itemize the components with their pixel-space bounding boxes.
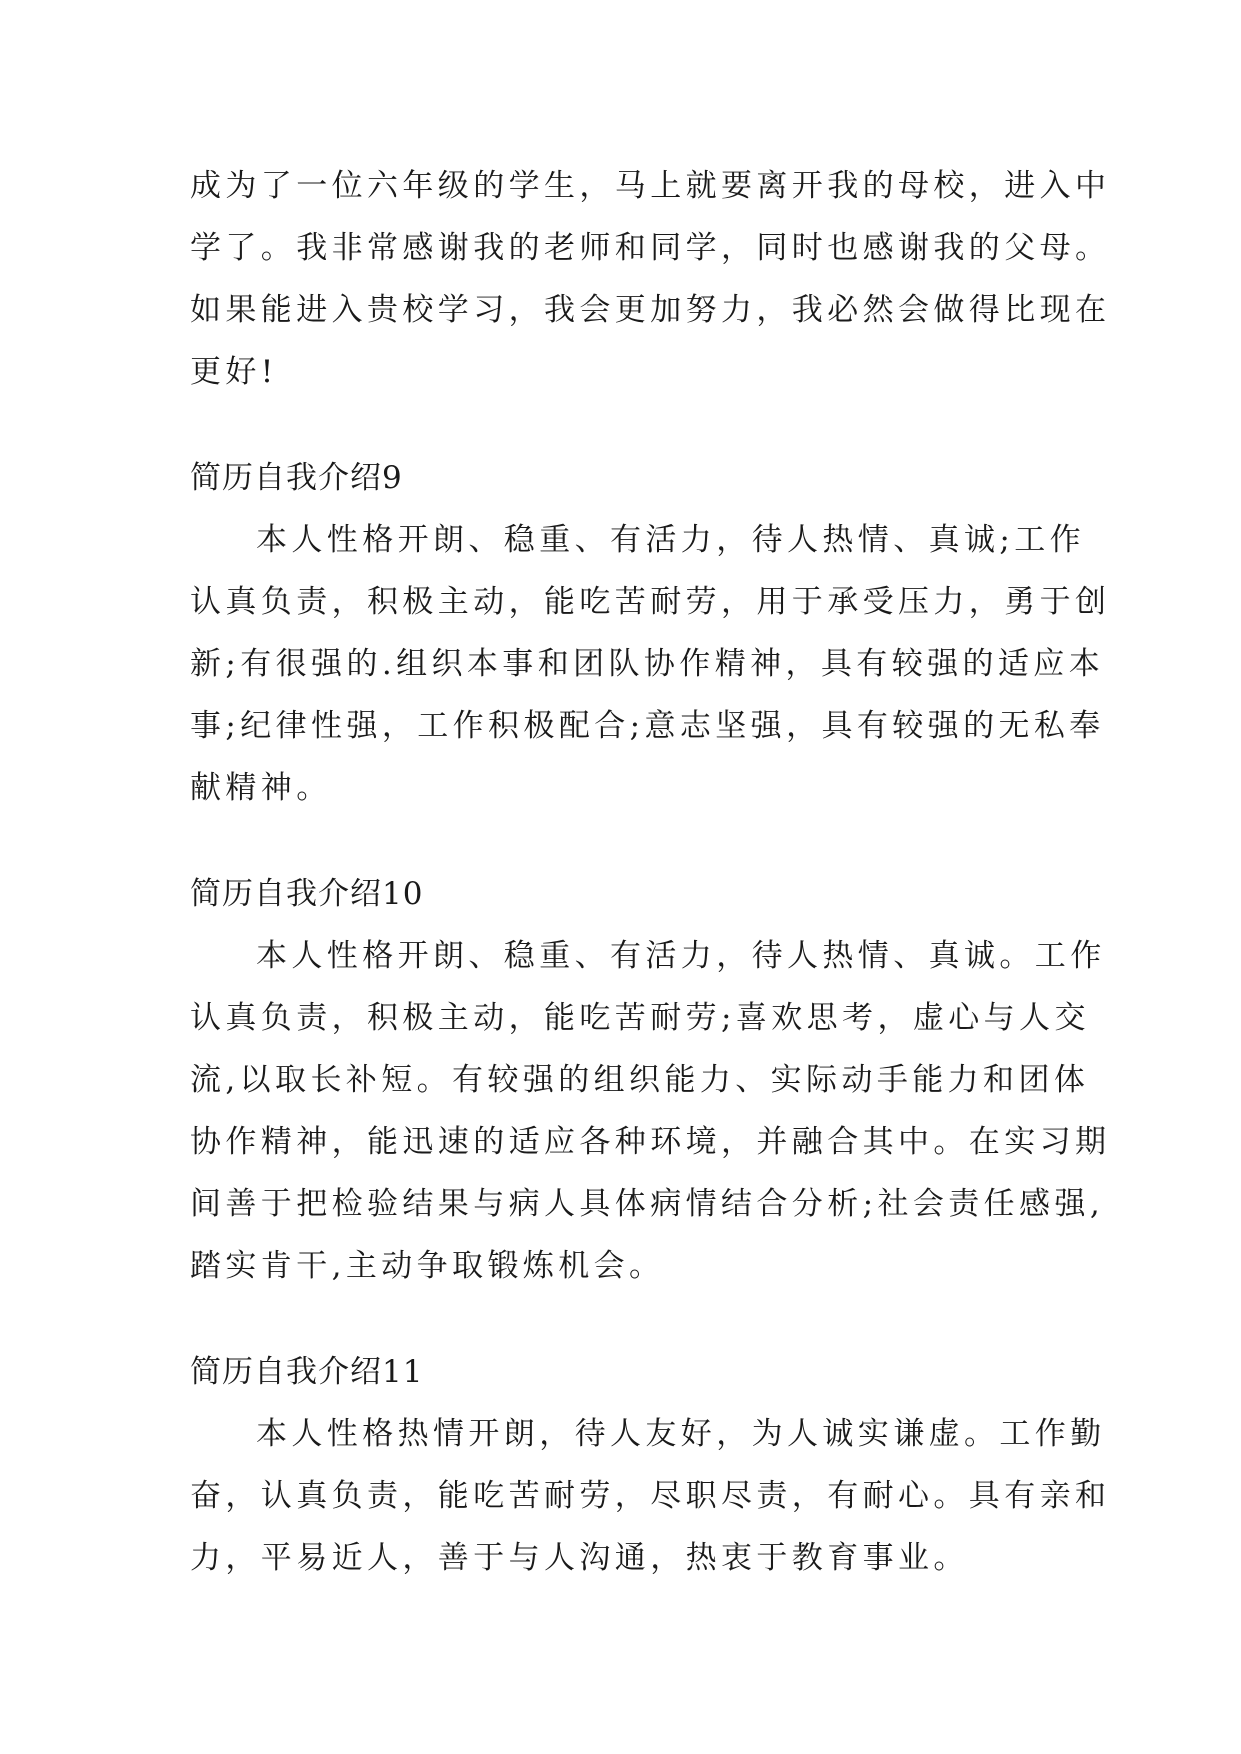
paragraph-line: 新;有很强的.组织本事和团队协作精神，具有较强的适应本 <box>190 646 1105 682</box>
paragraph-line: 奋，认真负责，能吃苦耐劳，尽职尽责，有耐心。具有亲和 <box>190 1478 1111 1514</box>
intro-line: 更好! <box>190 354 278 390</box>
paragraph-line: 踏实肯干,主动争取锻炼机会。 <box>190 1248 665 1284</box>
paragraph-line: 本人性格开朗、稳重、有活力，待人热情、真诚;工作 <box>256 522 1086 558</box>
paragraph-line: 流,以取长补短。有较强的组织能力、实际动手能力和团体 <box>190 1062 1090 1098</box>
paragraph-line: 本人性格热情开朗，待人友好，为人诚实谦虚。工作勤 <box>256 1416 1106 1452</box>
intro-line: 成为了一位六年级的学生，马上就要离开我的母校，进入中 <box>190 168 1111 204</box>
paragraph-line: 认真负责，积极主动，能吃苦耐劳;喜欢思考，虚心与人交 <box>190 1000 1090 1036</box>
paragraph-line: 间善于把检验结果与病人具体病情结合分析;社会责任感强, <box>190 1186 1105 1222</box>
intro-line: 如果能进入贵校学习，我会更加努力，我必然会做得比现在 <box>190 292 1111 328</box>
paragraph-line: 本人性格开朗、稳重、有活力，待人热情、真诚。工作 <box>256 938 1106 974</box>
paragraph-line: 协作精神，能迅速的适应各种环境，并融合其中。在实习期 <box>190 1124 1111 1160</box>
paragraph-line: 力，平易近人，善于与人沟通，热衷于教育事业。 <box>190 1540 969 1576</box>
paragraph-line: 认真负责，积极主动，能吃苦耐劳，用于承受压力，勇于创 <box>190 584 1111 620</box>
intro-line: 学了。我非常感谢我的老师和同学，同时也感谢我的父母。 <box>190 230 1111 266</box>
section-title: 简历自我介绍11 <box>190 1354 424 1390</box>
section-title: 简历自我介绍10 <box>190 876 424 912</box>
section-title: 简历自我介绍9 <box>190 460 403 496</box>
paragraph-line: 献精神。 <box>190 770 332 806</box>
paragraph-line: 事;纪律性强，工作积极配合;意志坚强，具有较强的无私奉 <box>190 708 1105 744</box>
